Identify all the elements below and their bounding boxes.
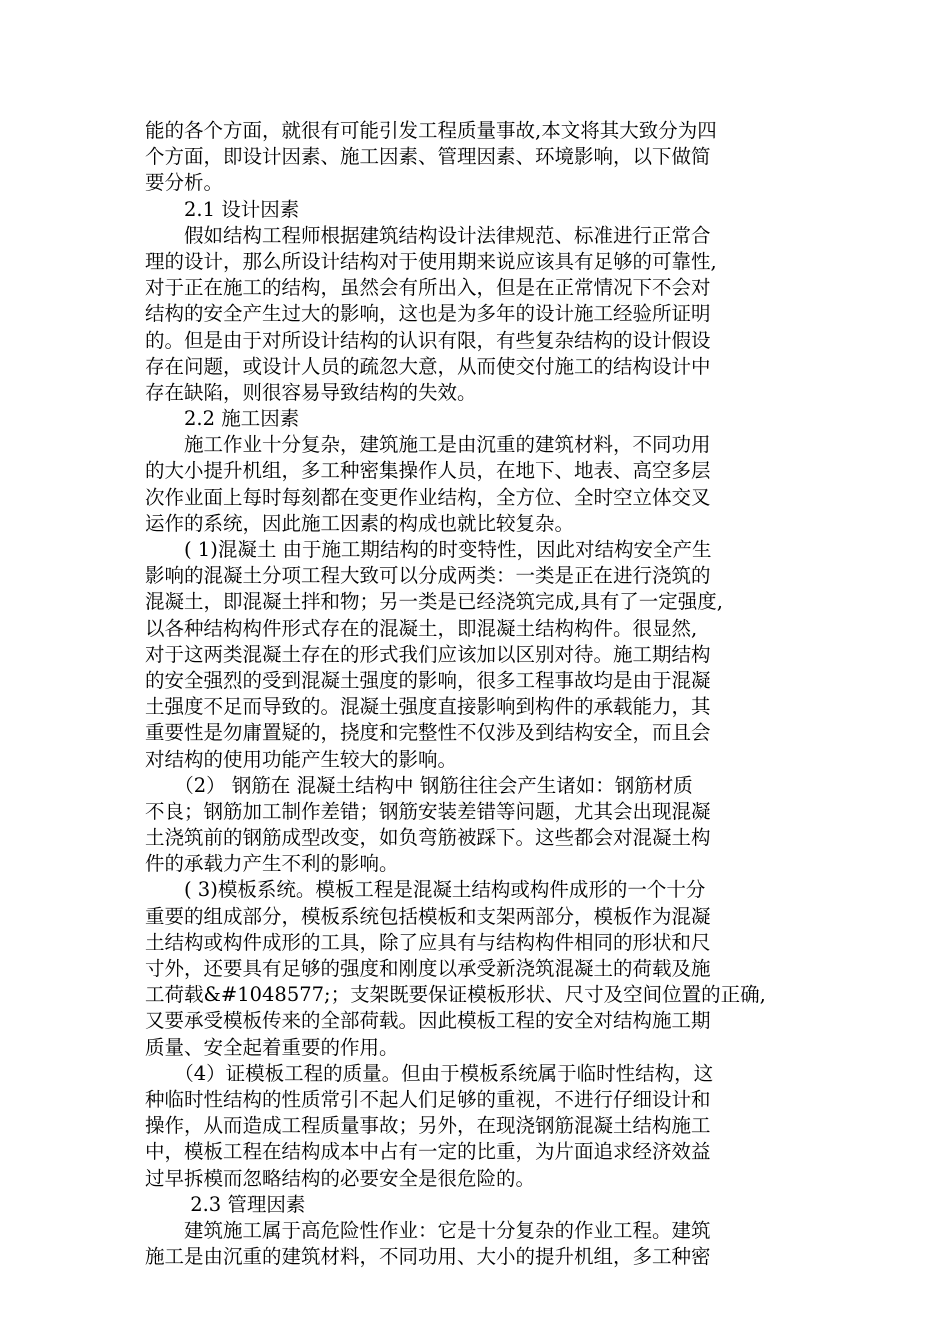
text-line: 操作，从而造成工程质量事故；另外，在现浇钢筋混凝土结构施工 xyxy=(145,1114,711,1138)
text-line: 不良；钢筋加工制作差错；钢筋安装差错等问题，尤其会出现混凝 xyxy=(145,799,711,823)
text-line: 的安全强烈的受到混凝土强度的影响，很多工程事故均是由于混凝 xyxy=(145,668,711,692)
text-line: 假如结构工程师根据建筑结构设计法律规范、标准进行正常合 xyxy=(145,223,711,247)
text-line: 重要的组成部分，模板系统包括模板和支架两部分，模板作为混凝 xyxy=(145,904,711,928)
text-line: 过早拆模而忽略结构的必要安全是很危险的。 xyxy=(145,1166,536,1190)
text-line: 土浇筑前的钢筋成型改变，如负弯筋被踩下。这些都会对混凝土构 xyxy=(145,826,711,850)
text-line: 要分析。 xyxy=(145,171,224,195)
text-line: 能的各个方面，就很有可能引发工程质量事故,本文将其大致分为四 xyxy=(145,119,717,142)
text-line: 种临时性结构的性质常引不起人们足够的重视，不进行仔细设计和 xyxy=(145,1087,711,1111)
text-line: 次作业面上每时每刻都在变更作业结构，全方位、全时空立体交叉 xyxy=(145,485,711,509)
text-line: 寸外，还要具有足够的强度和刚度以承受新浇筑混凝土的荷载及施 xyxy=(145,957,711,980)
text-line: 理的设计，那么所设计结构对于使用期来说应该具有足够的可靠性, xyxy=(145,249,717,273)
text-line: 运作的系统，因此施工因素的构成也就比较复杂。 xyxy=(145,511,575,535)
text-line: 影响的混凝土分项工程大致可以分成两类：一类是正在进行浇筑的 xyxy=(145,564,711,588)
text-line: 2.2 施工因素 xyxy=(145,407,300,431)
text-line: 存在缺陷，则很容易导致结构的失效。 xyxy=(145,380,477,404)
text-line: 质量、安全起着重要的作用。 xyxy=(145,1035,399,1059)
text-line: 2.1 设计因素 xyxy=(145,197,300,221)
text-line: ( 1)混凝土 由于施工期结构的时变特性，因此对结构安全产生 xyxy=(145,538,712,561)
text-line: （2） 钢筋在 混凝土结构中 钢筋往往会产生诸如：钢筋材质 xyxy=(145,773,693,797)
text-line: 土强度不足而导致的。混凝土强度直接影响到构件的承载能力，其 xyxy=(145,695,711,719)
text-line: 重要性是勿庸置疑的，挠度和完整性不仅涉及到结构安全，而且会 xyxy=(145,721,711,745)
text-line: 中，模板工程在结构成本中占有一定的比重，为片面追求经济效益 xyxy=(145,1140,711,1164)
text-line: 对于正在施工的结构，虽然会有所出入，但是在正常情况下不会对 xyxy=(145,276,711,300)
text-line: 以各种结构构件形式存在的混凝土，即混凝土结构构件。很显然, xyxy=(145,616,698,640)
text-line: 施工是由沉重的建筑材料，不同功用、大小的提升机组，多工种密 xyxy=(145,1245,711,1269)
text-line: 工荷载&#1048577;；支架既要保证模板形状、尺寸及空间位置的正确, xyxy=(145,983,766,1007)
text-line: 个方面，即设计因素、施工因素、管理因素、环境影响，以下做简 xyxy=(145,145,711,169)
body-text xyxy=(145,118,810,1270)
text-line: 又要承受模板传来的全部荷载。因此模板工程的安全对结构施工期 xyxy=(145,1009,711,1033)
text-line: 件的承载力产生不利的影响。 xyxy=(145,852,399,876)
text-line: 结构的安全产生过大的影响，这也是为多年的设计施工经验所证明 xyxy=(145,302,711,326)
text-line: 的。但是由于对所设计结构的认识有限，有些复杂结构的设计假设 xyxy=(145,328,711,352)
text-line: 建筑施工属于高危险性作业：它是十分复杂的作业工程。建筑 xyxy=(145,1218,711,1242)
text-line: 施工作业十分复杂，建筑施工是由沉重的建筑材料，不同功用 xyxy=(145,433,711,457)
text-line: 土结构或构件成形的工具，除了应具有与结构构件相同的形状和尺 xyxy=(145,930,711,954)
text-line: ( 3)模板系统。模板工程是混凝土结构或构件成形的一个十分 xyxy=(145,878,706,902)
text-line: 对于这两类混凝土存在的形式我们应该加以区别对待。施工期结构 xyxy=(145,642,711,666)
text-line: 的大小提升机组，多工种密集操作人员，在地下、地表、高空多层 xyxy=(145,459,711,483)
text-line: 存在问题，或设计人员的疏忽大意，从而使交付施工的结构设计中 xyxy=(145,354,711,378)
text-line: 2.3 管理因素 xyxy=(145,1192,306,1216)
text-line: 混凝土，即混凝土拌和物；另一类是已经浇筑完成,具有了一定强度, xyxy=(145,590,723,614)
text-line: （4）证模板工程的质量。但由于模板系统属于临时性结构，这 xyxy=(145,1061,714,1085)
text-line: 对结构的使用功能产生较大的影响。 xyxy=(145,747,458,771)
